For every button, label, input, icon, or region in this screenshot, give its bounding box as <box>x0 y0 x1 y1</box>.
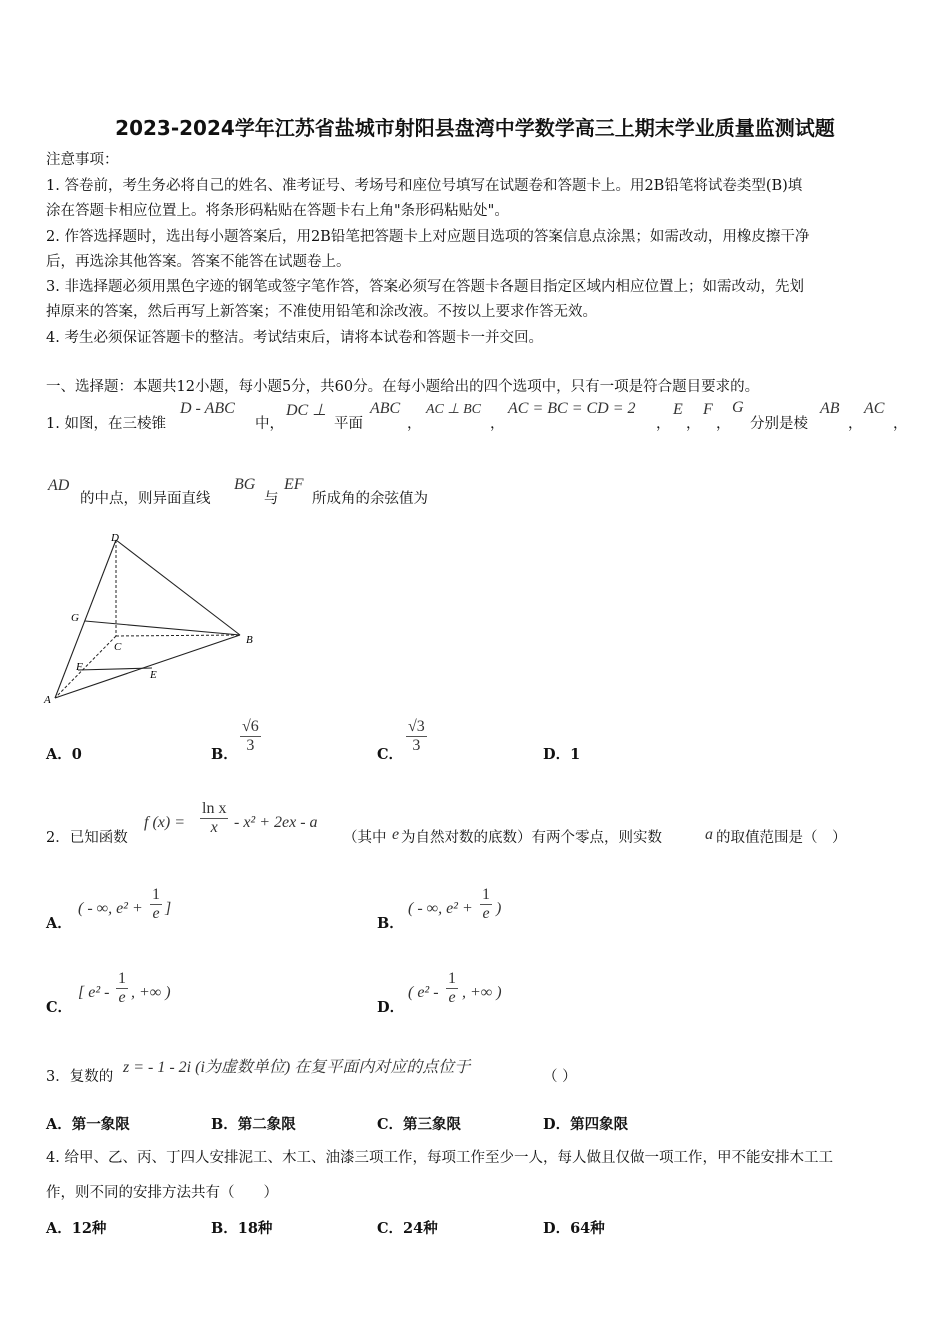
label-b: B <box>246 634 253 646</box>
q2-option-a-right: ] <box>165 900 172 917</box>
edge-da <box>55 540 116 698</box>
q2-math-e: e <box>392 826 400 843</box>
q1-math-ad: AD <box>48 477 70 494</box>
q1-text: 中， <box>255 416 284 432</box>
q2-option-b-fraction: $\frac{1}{e}$ <box>482 886 490 922</box>
q2-option-a-left: ( - ∞, e² + <box>78 900 143 917</box>
q1-text: 分别是棱 <box>750 416 808 432</box>
q3-option-a[interactable]: A．第一象限 <box>46 1116 130 1133</box>
notice-line: 3. 非选择题必须用黑色字迹的钢笔或签字笔作答，答案必须写在答题卡各题目指定区域内相应位置上；如需改动，先划 <box>46 279 804 295</box>
q2-option-c[interactable]: C． <box>46 999 73 1016</box>
q4-option-b[interactable]: B．18种 <box>211 1220 273 1237</box>
q2-prefix: 2．已知函数 <box>46 830 128 846</box>
notice-line: 4. 考生必须保证答题卡的整洁。考试结束后，请将本试卷和答题卡一并交回。 <box>46 330 543 346</box>
q2-formula-fraction: $\frac{\text{ln x}}{x}$ <box>202 800 227 836</box>
q2-text: 的取值范围是（ ） <box>716 830 847 846</box>
q1-math-pyramid: D - ABC <box>180 400 235 417</box>
label-d: D <box>111 532 119 544</box>
label-c: C <box>114 641 122 653</box>
q3-suffix: （ ） <box>543 1069 577 1085</box>
q1-math-ac: AC <box>864 400 885 417</box>
q1-text: 所成角的余弦值为 <box>312 491 428 507</box>
q4-option-d[interactable]: D．64种 <box>543 1220 605 1237</box>
q1-option-b[interactable]: B． <box>211 746 238 763</box>
q3-option-d[interactable]: D．第四象限 <box>543 1116 629 1133</box>
q2-option-a-fraction: $\frac{1}{e}$ <box>152 886 160 922</box>
notice-line: 后，再选涂其他答案。答案不能答在试题卷上。 <box>46 254 351 270</box>
q1-text: 平面 <box>334 416 363 432</box>
q2-text: 为自然对数的底数）有两个零点，则实数 <box>401 830 662 846</box>
q3-option-b[interactable]: B．第二象限 <box>211 1116 296 1133</box>
notice-line: 涂在答题卡相应位置上。将条形码粘贴在答题卡右上角"条形码粘贴处"。 <box>46 203 509 219</box>
q2-math-a: a <box>705 826 713 843</box>
edge-ca-hidden <box>55 636 116 698</box>
notice-line: 掉原来的答案，然后再写上新答案；不准使用铅笔和涂改液。不按以上要求作答无效。 <box>46 304 597 320</box>
q1-option-a[interactable]: A．0 <box>46 746 82 763</box>
q1-comma: ， <box>656 416 671 432</box>
q2-option-d-left: ( e² - <box>408 984 439 1001</box>
q1-comma: ， <box>893 416 908 432</box>
q2-option-b-left: ( - ∞, e² + <box>408 900 473 917</box>
q4-option-a[interactable]: A．12种 <box>46 1220 107 1237</box>
q1-option-c[interactable]: C． <box>377 746 404 763</box>
label-f: F <box>76 661 83 673</box>
pyramid-figure <box>40 528 270 713</box>
q1-text: 的中点，则异面直线 <box>80 491 211 507</box>
q2-text: （其中 <box>343 830 387 846</box>
q1-math-perp: AC ⊥ BC <box>426 402 481 417</box>
q3-option-c[interactable]: C．第三象限 <box>377 1116 462 1133</box>
q1-math-abc: ABC <box>370 400 401 417</box>
q1-text: 与 <box>264 491 279 507</box>
edge-ab <box>55 635 240 698</box>
q1-comma: ， <box>407 416 422 432</box>
q2-formula-left: f (x) = <box>144 814 185 831</box>
q3-formula: z = - 1 - 2i (i为虚数单位) 在复平面内对应的点位于 <box>123 1059 471 1076</box>
q1-option-c-fraction: $\frac{√3}{3}$ <box>408 718 425 754</box>
q1-option-d[interactable]: D．1 <box>543 746 581 763</box>
q1-math-eq: AC = BC = CD = 2 <box>508 400 636 417</box>
edge-gb <box>85 621 240 635</box>
q2-option-a[interactable]: A． <box>46 915 72 932</box>
notice-heading: 注意事项： <box>46 152 119 168</box>
q1-math-bg: BG <box>234 476 256 493</box>
notice-line: 1. 答卷前，考生务必将自己的姓名、准考证号、考场号和座位号填写在试题卷和答题卡上。用2B铅笔将试卷类型(B)填 <box>46 178 803 194</box>
q1-comma: ， <box>490 416 505 432</box>
q2-option-d-right: , +∞ ) <box>462 984 502 1001</box>
label-g: G <box>71 612 79 624</box>
q4-option-c[interactable]: C．24种 <box>377 1220 438 1237</box>
q1-math-g: G <box>732 399 744 416</box>
notice-line: 2. 作答选择题时，选出每小题答案后，用2B铅笔把答题卡上对应题目选项的答案信息点涂黑；如需改动，用橡皮擦干净 <box>46 229 810 245</box>
edge-db <box>116 540 240 635</box>
q2-option-b[interactable]: B． <box>377 915 404 932</box>
q1-comma: ， <box>848 416 863 432</box>
q1-math-dc: DC ⊥ <box>286 402 327 419</box>
page-title: 2023-2024学年江苏省盐城市射阳县盘湾中学数学高三上期末学业质量监测试题 <box>115 116 835 140</box>
q1-math-ab: AB <box>820 400 840 417</box>
q2-option-c-fraction: $\frac{1}{e}$ <box>118 970 126 1006</box>
q1-math-e: E <box>673 401 683 418</box>
q2-option-c-right: , +∞ ) <box>131 984 171 1001</box>
edge-cb-hidden <box>116 635 240 636</box>
q2-option-b-right: ) <box>496 900 502 917</box>
q2-option-d-fraction: $\frac{1}{e}$ <box>448 970 456 1006</box>
q2-formula-right: - x² + 2ex - a <box>234 814 318 831</box>
q1-math-f: F <box>703 401 713 418</box>
q1-comma: ， <box>716 416 731 432</box>
q1-math-ef: EF <box>284 476 304 493</box>
q2-option-c-left: [ e² - <box>78 984 110 1001</box>
q1-option-b-fraction: $\frac{√6}{3}$ <box>242 718 259 754</box>
q4-line: 作，则不同的安排方法共有（ ） <box>46 1185 278 1201</box>
q4-line: 4. 给甲、乙、丙、丁四人安排泥工、木工、油漆三项工作，每项工作至少一人，每人做且仅做一项工作，甲不能安排木工工 <box>46 1150 833 1166</box>
q3-prefix: 3．复数的 <box>46 1069 114 1085</box>
q1-comma: ， <box>686 416 701 432</box>
q1-prefix: 1. 如图，在三棱锥 <box>46 416 166 432</box>
q2-option-d[interactable]: D． <box>377 999 405 1016</box>
label-a: A <box>44 694 51 706</box>
section-heading: 一、选择题：本题共12小题，每小题5分，共60分。在每小题给出的四个选项中，只有一项是符合题目要求的。 <box>46 379 760 395</box>
label-e: E <box>150 669 157 681</box>
